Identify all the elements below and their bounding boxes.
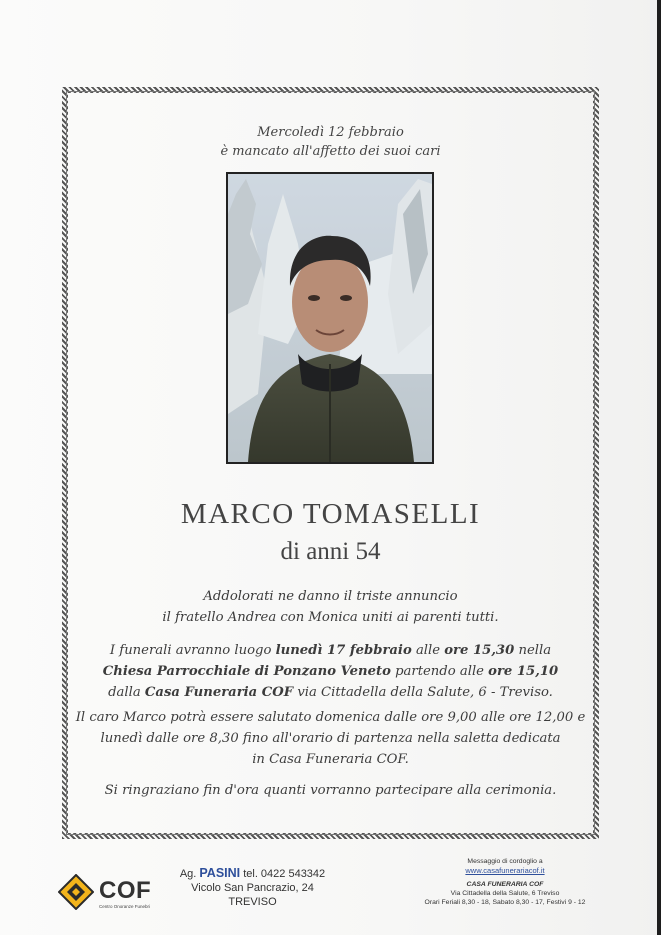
text-fragment: alle [411,643,445,658]
announcement-paragraph [66,586,595,628]
portrait-illustration [228,174,432,462]
church-name: Chiesa Parrocchiale di Ponzano Veneto [102,664,391,679]
scan-edge-shadow [657,0,661,935]
deceased-name: MARCO TOMASELLI [180,498,481,530]
text-fragment: Ag. [179,868,200,880]
text-fragment: I funerali avranno luogo [109,643,276,658]
funeral-home-title: CASA FUNERARIA COF [466,881,544,888]
condolence-info [410,857,600,907]
announcement-line: il fratello Andrea con Monica uniti ai parenti tutti. [162,610,499,625]
text-fragment: nella [514,643,552,658]
agency-line [175,866,330,881]
visitation-line: Il caro Marco potrà essere salutato domenica dalle ore 9,00 alle ore 12,00 e [75,710,586,725]
funeral-home-hours: Orari Feriali 8,30 - 18, Sabato 8,30 - 17, Festivi 9 - 12 [424,899,586,906]
agency-brand: PASINI [199,866,241,880]
visitation-line: lunedì dalle ore 8,30 fino all'orario di partenza nella saletta dedicata [100,731,561,746]
cof-logo-icon [58,874,94,910]
funeral-line-2 [66,661,595,682]
funeral-home-address: via Cittadella della Salute, 6 - Treviso. [293,685,553,700]
funeral-home-name: Casa Funeraria COF [144,685,294,700]
text-fragment: dalla [108,685,145,700]
text-fragment: partendo alle [390,664,489,679]
cof-logo-subtitle: Centro Onoranze Funebri [99,904,151,909]
funeral-date: lunedì 17 febbraio [275,643,412,658]
visitation-line: in Casa Funeraria COF. [252,752,409,767]
portrait-photo [226,172,434,464]
thanks-line: Si ringraziano fin d'ora quanti vorranno partecipare alla cerimonia. [104,783,557,798]
visitation-paragraph [66,707,595,770]
intro-date: Mercoledì 12 febbraio [257,125,404,140]
intro-text [66,123,595,161]
condolence-label: Messaggio di cordoglio a [467,858,543,865]
agency-phone: tel. 0422 543342 [240,868,326,880]
condolence-link[interactable]: www.casafunerariacof.it [465,866,545,875]
funeral-home-address-footer: Via Cittadella della Salute, 6 Treviso [450,890,560,897]
agency-city: TREVISO [228,896,277,908]
funeral-time: ore 15,30 [444,643,515,658]
agency-info [175,866,330,909]
announcement-line: Addolorati ne danno il triste annuncio [203,589,458,604]
deceased-age: di anni 54 [280,538,381,565]
funeral-paragraph [66,640,595,703]
departure-time: ore 15,10 [488,664,559,679]
cof-logo-text: COF [99,877,152,904]
funeral-line-1 [66,640,595,661]
agency-address: Vicolo San Pancrazio, 24 [191,882,314,894]
intro-subtitle: è mancato all'affetto dei suoi cari [220,144,441,159]
funeral-line-3 [66,682,595,703]
